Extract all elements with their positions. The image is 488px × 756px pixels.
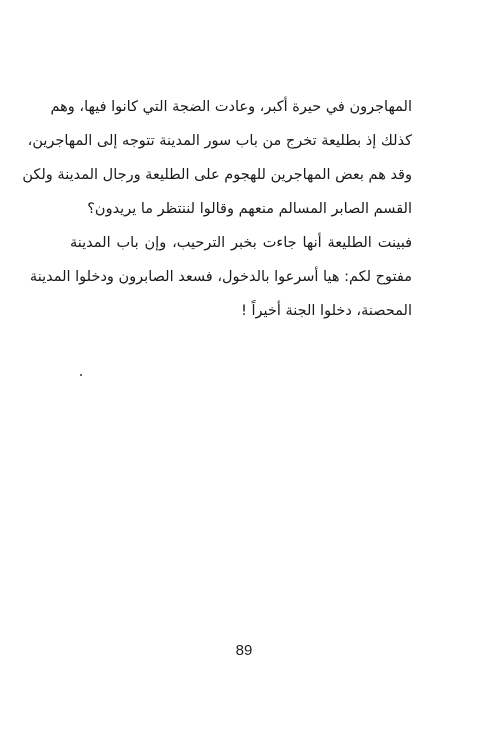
text-line: وقد هم بعض المهاجرين للهجوم على الطليعة ورجال المدينة ولكن <box>22 167 412 183</box>
text-line: القسم الصابر المسالم منعهم وقالوا لننتظر ما يريدون؟ <box>87 201 412 217</box>
paragraph-1 <box>22 90 412 226</box>
text-line: مفتوح لكم: هيا أسرعوا بالدخول، فسعد الصابرون ودخلوا المدينة <box>29 269 412 285</box>
stray-dot-mark <box>80 374 82 376</box>
page-number: 89 <box>235 642 253 659</box>
body-text <box>22 90 412 328</box>
text-line: المحصنة، دخلوا الجنة أخيراً ! <box>241 303 412 319</box>
paragraph-2 <box>29 226 412 328</box>
text-line: فبينت الطليعة أنها جاءت بخبر الترحيب، وإن باب المدينة <box>70 235 412 251</box>
text-line: المهاجرون في حيرة أكبر، وعادت الضجة التي كانوا فيها، وهم <box>50 99 412 115</box>
text-line: كذلك إذ بطليعة تخرج من باب سور المدينة تتوجه إلى المهاجرين، <box>27 133 412 149</box>
